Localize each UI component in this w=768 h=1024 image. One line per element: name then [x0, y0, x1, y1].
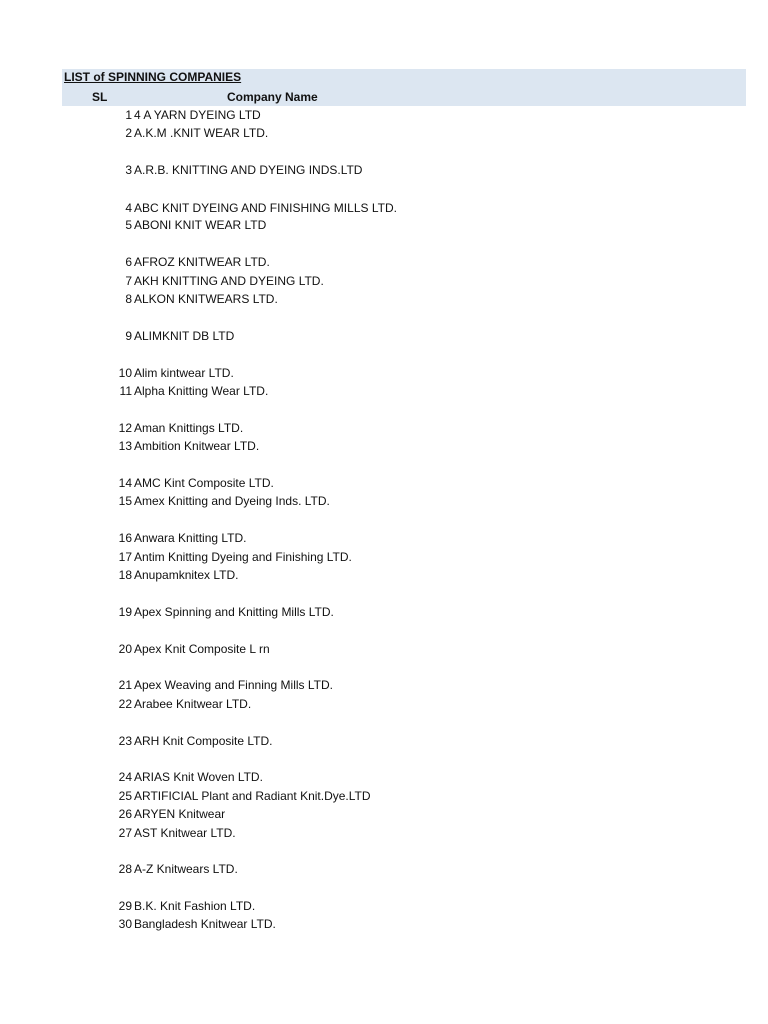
company-name-cell: Ambition Knitwear LTD.: [134, 439, 260, 453]
serial-number-cell: 19: [118, 605, 132, 619]
table-row: [0, 125, 768, 141]
table-row: [0, 898, 768, 914]
table-row: [0, 107, 768, 123]
company-name-cell: Apex Weaving and Finning Mills LTD.: [134, 678, 333, 692]
table-row: [0, 916, 768, 932]
company-name-cell: AMC Kint Composite LTD.: [134, 476, 274, 490]
serial-number-cell: 3: [125, 163, 132, 177]
table-row: [0, 677, 768, 693]
column-header-row: [62, 87, 746, 106]
company-name-cell: ABC KNIT DYEING AND FINISHING MILLS LTD.: [134, 201, 397, 215]
company-name-cell: Apex Knit Composite L rn: [134, 642, 270, 656]
serial-number-cell: 10: [118, 366, 132, 380]
table-row: [0, 383, 768, 399]
company-name-cell: Bangladesh Knitwear LTD.: [134, 917, 276, 931]
table-row: [0, 549, 768, 565]
table-row: [0, 162, 768, 178]
table-row: [0, 604, 768, 620]
serial-number-cell: 13: [118, 439, 132, 453]
company-name-cell: Antim Knitting Dyeing and Finishing LTD.: [134, 550, 352, 564]
serial-number-cell: 17: [118, 550, 132, 564]
company-name-column-header: Company Name: [227, 90, 318, 104]
company-name-cell: ABONI KNIT WEAR LTD: [134, 218, 267, 232]
serial-number-cell: 8: [125, 292, 132, 306]
serial-number-cell: 28: [118, 862, 132, 876]
sl-column-header: SL: [92, 90, 108, 104]
serial-number-cell: 30: [118, 917, 132, 931]
company-name-cell: Alpha Knitting Wear LTD.: [134, 384, 269, 398]
serial-number-cell: 5: [125, 218, 132, 232]
company-name-cell: ARYEN Knitwear: [134, 807, 226, 821]
company-name-cell: A.R.B. KNITTING AND DYEING INDS.LTD: [134, 163, 363, 177]
serial-number-cell: 27: [118, 826, 132, 840]
table-row: [0, 788, 768, 804]
table-row: [0, 365, 768, 381]
serial-number-cell: 2: [125, 126, 132, 140]
table-row: [0, 825, 768, 841]
table-row: [0, 438, 768, 454]
table-row: [0, 420, 768, 436]
company-name-cell: A-Z Knitwears LTD.: [134, 862, 238, 876]
table-row: [0, 493, 768, 509]
company-name-cell: Apex Spinning and Knitting Mills LTD.: [134, 605, 334, 619]
table-row: [0, 567, 768, 583]
serial-number-cell: 23: [118, 734, 132, 748]
company-name-cell: ARH Knit Composite LTD.: [134, 734, 273, 748]
company-name-cell: A.K.M .KNIT WEAR LTD.: [134, 126, 269, 140]
table-row: [0, 217, 768, 233]
serial-number-cell: 15: [118, 494, 132, 508]
table-row: [0, 769, 768, 785]
table-row: [0, 328, 768, 344]
table-row: [0, 291, 768, 307]
company-name-cell: ARIAS Knit Woven LTD.: [134, 770, 263, 784]
serial-number-cell: 11: [119, 384, 132, 398]
table-row: [0, 696, 768, 712]
company-name-cell: Anupamknitex LTD.: [134, 568, 239, 582]
company-name-cell: Amex Knitting and Dyeing Inds. LTD.: [134, 494, 330, 508]
serial-number-cell: 6: [125, 255, 132, 269]
serial-number-cell: 21: [118, 678, 132, 692]
company-name-cell: AFROZ KNITWEAR LTD.: [134, 255, 270, 269]
serial-number-cell: 22: [118, 697, 132, 711]
serial-number-cell: 12: [118, 421, 132, 435]
company-name-cell: Alim kintwear LTD.: [134, 366, 234, 380]
company-name-cell: AKH KNITTING AND DYEING LTD.: [134, 274, 324, 288]
serial-number-cell: 9: [125, 329, 132, 343]
serial-number-cell: 29: [118, 899, 132, 913]
sheet-title: LIST of SPINNING COMPANIES: [64, 70, 242, 84]
company-name-cell: Arabee Knitwear LTD.: [134, 697, 252, 711]
serial-number-cell: 26: [118, 807, 132, 821]
table-row: [0, 530, 768, 546]
table-row: [0, 861, 768, 877]
serial-number-cell: 25: [118, 789, 132, 803]
serial-number-cell: 18: [118, 568, 132, 582]
table-row: [0, 641, 768, 657]
table-row: [0, 806, 768, 822]
serial-number-cell: 4: [125, 201, 132, 215]
serial-number-cell: 7: [125, 274, 132, 288]
table-row: [0, 200, 768, 216]
company-name-cell: Aman Knittings LTD.: [134, 421, 244, 435]
table-row: [0, 733, 768, 749]
company-name-cell: ALIMKNIT DB LTD: [134, 329, 235, 343]
company-name-cell: AST Knitwear LTD.: [134, 826, 236, 840]
serial-number-cell: 1: [125, 108, 132, 122]
company-name-cell: B.K. Knit Fashion LTD.: [134, 899, 256, 913]
company-name-cell: ARTIFICIAL Plant and Radiant Knit.Dye.LTD: [134, 789, 371, 803]
table-row: [0, 273, 768, 289]
table-row: [0, 254, 768, 270]
company-name-cell: ALKON KNITWEARS LTD.: [134, 292, 278, 306]
serial-number-cell: 24: [118, 770, 132, 784]
company-name-cell: 4 A YARN DYEING LTD: [134, 108, 261, 122]
serial-number-cell: 14: [118, 476, 132, 490]
company-name-cell: Anwara Knitting LTD.: [134, 531, 247, 545]
title-row: [62, 69, 746, 87]
serial-number-cell: 20: [118, 642, 132, 656]
serial-number-cell: 16: [118, 531, 132, 545]
table-row: [0, 475, 768, 491]
